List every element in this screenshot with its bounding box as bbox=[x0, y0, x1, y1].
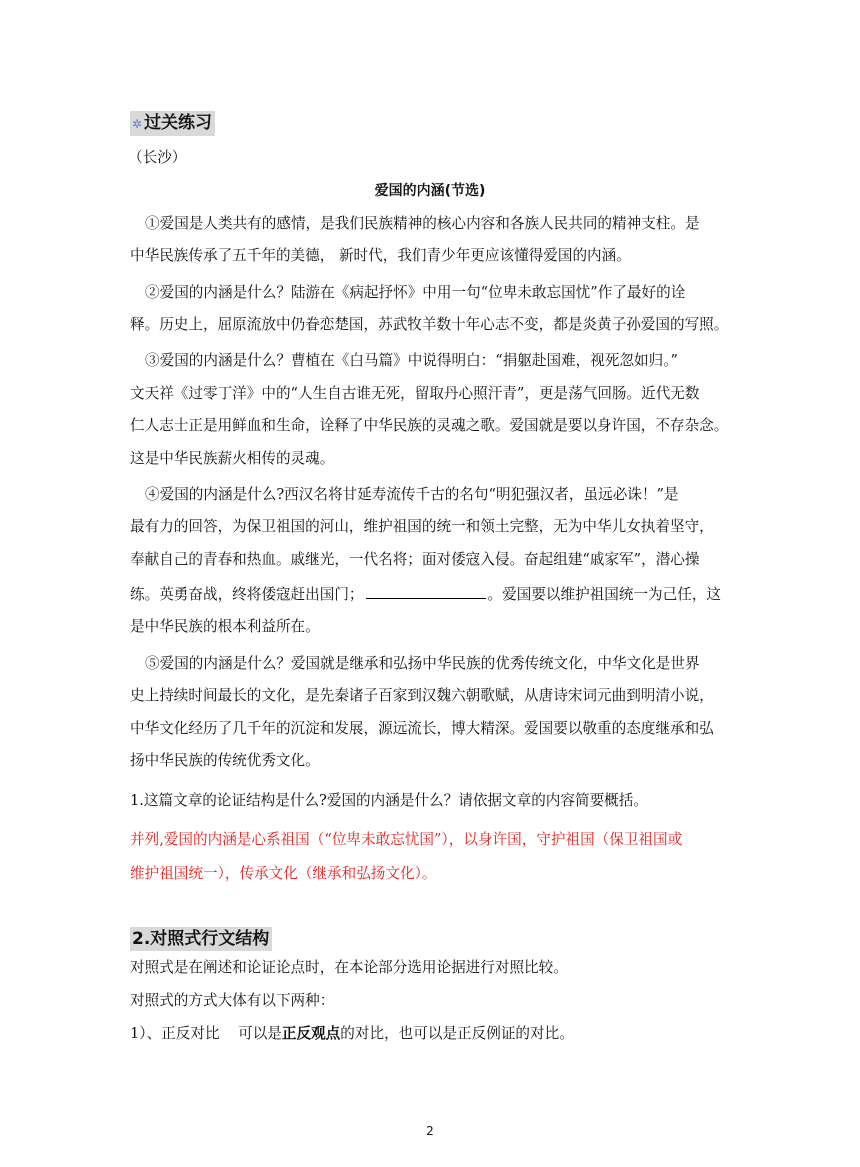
paragraph-line: 奉献自己的青春和热血。戚继光，一代名将；面对倭寇入侵。奋起组建“戚家军”，潜心操 bbox=[130, 551, 700, 568]
paragraph-line: 释。历史上，屈原流放中仍眷恋楚国，苏武牧羊数十年心志不变，都是炎黄子孙爱国的写照。 bbox=[130, 316, 729, 333]
paragraph-line: ②爱国的内涵是什么？陆游在《病起抒怀》中用一句“位卑未敢忘国忧”作了最好的诠 bbox=[145, 284, 686, 301]
heading-text: 过关练习 bbox=[144, 113, 213, 133]
source-label: （长沙） bbox=[128, 149, 187, 166]
paragraph-line: 最有力的回答，为保卫祖国的河山，维护祖国的统一和领土完整，无为中华儿女执着坚守， bbox=[130, 518, 714, 535]
paragraph-line: ①爱国是人类共有的感情，是我们民族精神的核心内容和各族人民共同的精神支柱。是 bbox=[145, 215, 700, 232]
answer-line: 并列,爱国的内涵是心系祖国（“位卑未敢忘忧国”），以身许国，守护祖国（保卫祖国或 bbox=[130, 831, 683, 848]
text-segment: 。爱国要以维护祖国统一为己任，这 bbox=[487, 586, 722, 603]
section-heading-practice bbox=[130, 111, 215, 136]
text-segment: 1）、正反对比 可以是 bbox=[130, 1025, 282, 1042]
bold-text: 正反观点 bbox=[281, 1025, 341, 1042]
page-number: 2 bbox=[426, 1124, 434, 1138]
paragraph-line: 扬中华民族的传统优秀文化。 bbox=[130, 752, 320, 769]
section-heading-contrast: 2.对照式行文结构 bbox=[130, 927, 272, 951]
paragraph-line: 这是中华民族薪火相传的灵魂。 bbox=[130, 450, 335, 467]
text-segment: 的对比，也可以是正反例证的对比。 bbox=[340, 1025, 574, 1042]
answer-line: 维护祖国统一），传承文化（继承和弘扬文化）。 bbox=[130, 865, 437, 882]
paragraph-line: ⑤爱国的内涵是什么？爱国就是继承和弘扬中华民族的优秀传统文化，中华文化是世界 bbox=[145, 655, 700, 672]
paragraph-line: 史上持续时间最长的文化，是先秦诸子百家到汉魏六朝歌赋，从唐诗宋词元曲到明清小说， bbox=[130, 687, 714, 704]
paragraph-line: 对照式的方式大体有以下两种： bbox=[130, 992, 335, 1009]
paragraph-line: 仁人志士正是用鲜血和生命，诠释了中华民族的灵魂之歌。爱国就是要以身许国，不存杂念。 bbox=[130, 417, 729, 434]
paragraph-line: 中华民族传承了五千年的美德， 新时代，我们青少年更应该懂得爱国的内涵。 bbox=[130, 247, 631, 264]
fill-in-blank[interactable] bbox=[366, 584, 486, 599]
paragraph-line-with-blank bbox=[130, 584, 730, 605]
text-segment: 练。英勇奋战，终将倭寇赶出国门； bbox=[130, 586, 364, 603]
paragraph-line bbox=[130, 1024, 730, 1044]
paragraph-line: 中华文化经历了几千年的沉淀和发展，源远流长，博大精深。爱国要以敬重的态度继承和弘 bbox=[130, 720, 714, 737]
article-title: 爱国的内涵(节选) bbox=[374, 183, 486, 199]
question-text: 1.这篇文章的论证结构是什么?爱国的内涵是什么？请依据文章的内容简要概括。 bbox=[130, 792, 648, 809]
star-icon: ✲ bbox=[132, 117, 143, 131]
paragraph-line: 是中华民族的根本利益所在。 bbox=[130, 618, 320, 635]
paragraph-line: 对照式是在阐述和论证论点时，在本论部分选用论据进行对照比较。 bbox=[130, 959, 568, 976]
paragraph-line: 文天祥《过零丁洋》中的“人生自古谁无死，留取丹心照汗青”，更是荡气回肠。近代无数 bbox=[130, 385, 700, 402]
paragraph-line: ③爱国的内涵是什么？曹植在《白马篇》中说得明白：“捐躯赴国难，视死忽如归。” bbox=[145, 352, 678, 369]
paragraph-line: ④爱国的内涵是什么?西汉名将甘延寿流传千古的名句“明犯强汉者，虽远必诛！”是 bbox=[145, 486, 679, 503]
